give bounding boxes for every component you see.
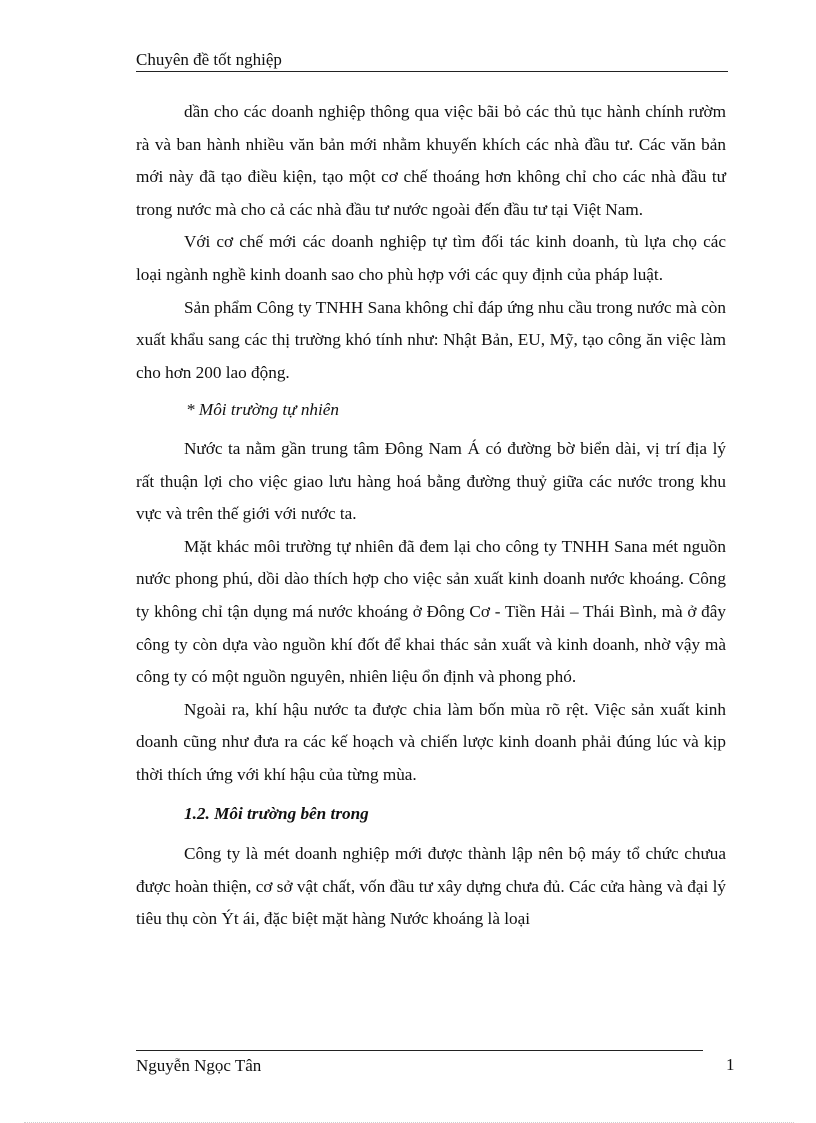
- paragraph: Nước ta nằm gần trung tâm Đông Nam Á có đường bờ biển dài, vị trí địa lý rất thuận lợi cho việc giao lưu hàng hoá bằng đường thuỷ giữa các nước trong khu vực và trên thế giới với nước ta.: [136, 438, 726, 524]
- page-header-title: Chuyên đề tốt nghiệp: [136, 50, 282, 69]
- paragraph: Công ty là mét doanh nghiệp mới được thành lập nên bộ máy tổ chức chưua được hoàn thiện, cơ sở vật chất, vốn đầu tư xây dựng chưa đủ. Các cửa hàng và đại lý tiêu thụ còn Ýt ái, đặc biệt mặt hàng Nước khoáng là loại: [136, 844, 726, 929]
- section-heading: 1.2. Môi trường bên trong: [184, 804, 369, 824]
- document-body: [136, 96, 726, 936]
- paragraph: Với cơ chế mới các doanh nghiệp tự tìm đối tác kinh doanh, tù lựa chọ các loại ngành nghề kinh doanh sao cho phù hợp với các quy định của pháp luật.: [136, 232, 726, 284]
- header-divider: [136, 71, 728, 72]
- paragraph: dần cho các doanh nghiệp thông qua việc bãi bỏ các thủ tục hành chính rườm rà và ban hành nhiều văn bản mới nhằm khuyến khích các nhà đầu tư. Các văn bản mới này đã tạo điều kiện, tạo một cơ chế thoáng hơn không chỉ cho các nhà đầu tư trong nước mà cho cả các nhà đầu tư nước ngoài đến đầu tư tại Việt Nam.: [136, 102, 726, 219]
- paragraph: Ngoài ra, khí hậu nước ta được chia làm bốn mùa rõ rệt. Việc sản xuất kinh doanh cũng như đưa ra các kế hoạch và chiến lược kinh doanh phải đúng lúc và kịp thời thích ứng với khí hậu của từng mùa.: [136, 699, 726, 784]
- subsection-heading: * Môi trường tự nhiên: [186, 400, 340, 420]
- paragraph: Sản phẩm Công ty TNHH Sana không chỉ đáp ứng nhu cầu trong nước mà còn xuất khẩu sang các thị trường khó tính như: Nhật Bản, EU, Mỹ, tạo công ăn việc làm cho hơn 200 lao động.: [136, 297, 726, 382]
- footer-divider: [136, 1050, 703, 1051]
- paragraph: Mặt khác môi trường tự nhiên đã đem lại cho công ty TNHH Sana mét nguồn nước phong phú, dồi dào thích hợp cho việc sản xuất kinh doanh nước khoáng. Công ty không chỉ tận dụng má nước khoáng ở Đông Cơ - Tiền Hải – Thái Bình, mà ở đây công ty còn dựa vào nguồn khí đốt để khai thác sản xuất và kinh doanh, nhờ vậy mà công ty có một nguồn nguyên, nhiên liệu ổn định và phong phó.: [136, 536, 726, 687]
- footer-author: Nguyễn Ngọc Tân: [136, 1056, 262, 1075]
- page-number: 1: [726, 1055, 735, 1074]
